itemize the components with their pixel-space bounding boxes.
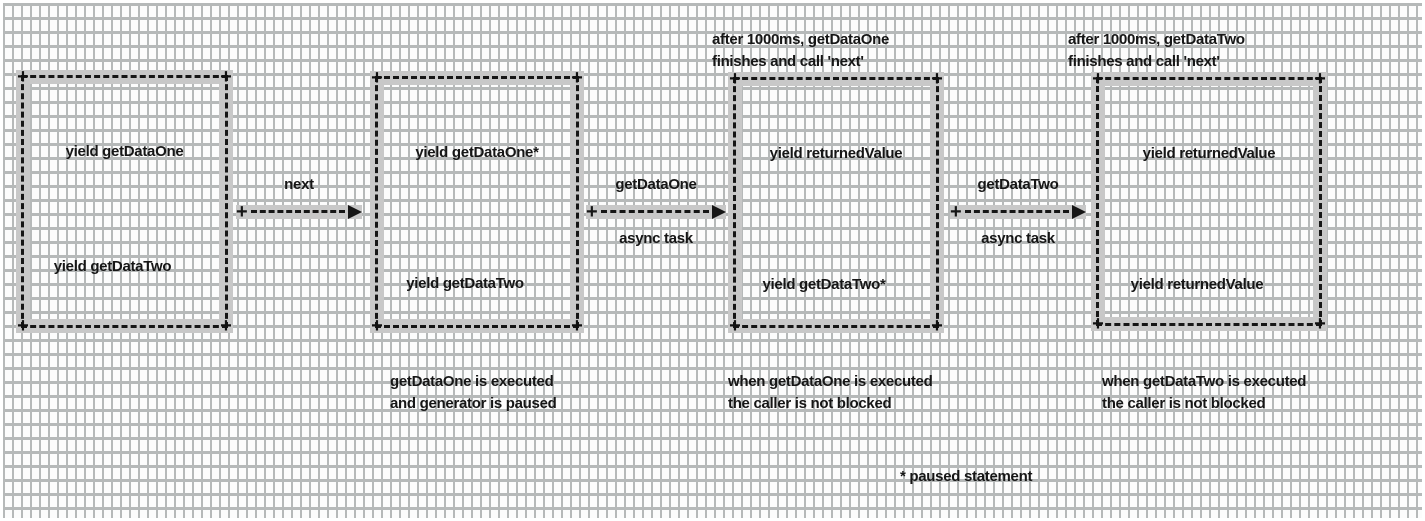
arrowhead-icon [1072, 205, 1086, 219]
corner-plus-icon: + [571, 315, 583, 337]
annotation-line: after 1000ms, getDataOne [712, 31, 890, 48]
caption-line: when getDataOne is executed [728, 373, 933, 390]
arrow-label: next [284, 176, 314, 193]
arrowhead-icon [712, 205, 726, 219]
caption-line: getDataOne is executed [390, 373, 554, 390]
caption-line: the caller is not blocked [1102, 395, 1266, 412]
generator-state-box-2 [371, 67, 583, 337]
corner-plus-icon: + [1092, 313, 1104, 335]
box4-header-annotation [1068, 29, 1245, 73]
yield-statement-1: yield getDataOne [65, 143, 184, 160]
yield-statement-1: yield getDataOne* [415, 144, 539, 161]
yield-statement-1: yield returnedValue [769, 145, 903, 162]
caption-line: when getDataTwo is executed [1102, 373, 1307, 390]
box-dashed-border [21, 75, 228, 328]
arrow-start-plus-icon: + [586, 201, 598, 223]
corner-plus-icon: + [931, 68, 943, 90]
arrow-start-plus-icon: + [950, 201, 962, 223]
box2-caption [390, 371, 556, 415]
arrowhead-icon [348, 205, 362, 219]
corner-plus-icon: + [220, 66, 232, 88]
arrow-getdataone-async-task [586, 176, 726, 247]
caption-line: and generator is paused [390, 395, 557, 412]
yield-statement-2: yield getDataTwo [406, 275, 524, 292]
box4-caption [1102, 371, 1306, 415]
arrow-start-plus-icon: + [236, 201, 248, 223]
box3-caption [728, 371, 932, 415]
arrow-label-top: getDataTwo [977, 176, 1059, 193]
corner-plus-icon: + [220, 315, 232, 337]
caption-line: the caller is not blocked [728, 395, 892, 412]
corner-plus-icon: + [931, 315, 943, 337]
yield-statement-1: yield returnedValue [1142, 145, 1276, 162]
arrow-label-top: getDataOne [615, 176, 697, 193]
annotation-line: after 1000ms, getDataTwo [1068, 31, 1245, 48]
corner-plus-icon: + [571, 67, 583, 89]
corner-plus-icon: + [1092, 68, 1104, 90]
arrow-getdatatwo-async-task [950, 176, 1086, 247]
corner-plus-icon: + [17, 315, 29, 337]
arrow-dashed-line [251, 210, 345, 213]
arrow-label-bottom: async task [619, 230, 693, 247]
annotation-line: finishes and call 'next' [712, 53, 864, 70]
corner-plus-icon: + [17, 66, 29, 88]
generator-state-box-3 [729, 68, 943, 337]
arrow-dashed-line [601, 210, 709, 213]
yield-statement-2: yield returnedValue [1130, 276, 1264, 293]
annotation-line: finishes and call 'next' [1068, 53, 1220, 70]
corner-plus-icon: + [1314, 313, 1326, 335]
corner-plus-icon: + [371, 315, 383, 337]
arrow-dashed-line [965, 210, 1069, 213]
arrow-label-bottom: async task [981, 230, 1055, 247]
arrow-next [236, 176, 362, 225]
corner-plus-icon: + [1314, 68, 1326, 90]
yield-statement-2: yield getDataTwo* [762, 276, 886, 293]
yield-statement-2: yield getDataTwo [53, 258, 172, 275]
corner-plus-icon: + [371, 67, 383, 89]
paused-statement-footnote: * paused statement [900, 468, 1033, 485]
generator-state-box-4 [1092, 68, 1326, 335]
corner-plus-icon: + [729, 68, 741, 90]
box3-header-annotation [712, 29, 889, 73]
corner-plus-icon: + [729, 315, 741, 337]
generator-state-box-1 [17, 66, 232, 337]
